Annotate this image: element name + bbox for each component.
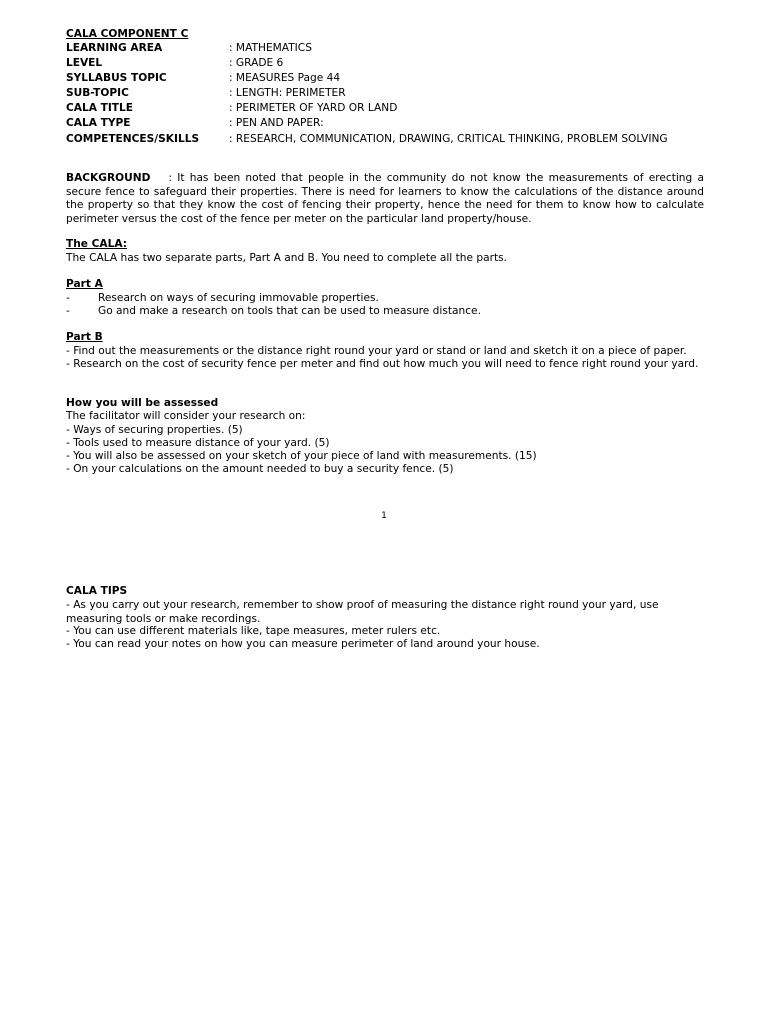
label-sub-topic: SUB-TOPIC (66, 87, 129, 99)
part-b-heading: Part B (66, 331, 103, 343)
part-b-item: - Research on the cost of security fence per meter and find out how much you will need to fence right round your yard. (66, 358, 699, 370)
value-competences: : RESEARCH, COMMUNICATION, DRAWING, CRITICAL THINKING, PROBLEM SOLVING (229, 133, 668, 145)
list-item: - Go and make a research on tools that can be used to measure distance. (66, 305, 481, 317)
assessment-intro: The facilitator will consider your research on: (66, 410, 306, 422)
page-number: 1 (381, 511, 387, 521)
part-a-heading: Part A (66, 278, 103, 290)
background-text: : It has been noted that people in the community do not know the measurements of erecting a secure fence to safeguard their properties. There is need for learners to know the calculations of the distance around the property so that they know the cost of fencing their property, hence the need for them to know how to calculate perimeter versus the cost of the fence per meter on the particular land property/house. (66, 172, 704, 225)
tips-item: - You can read your notes on how you can measure perimeter of land around your house. (66, 638, 540, 650)
label-learning-area: LEARNING AREA (66, 42, 163, 54)
value-learning-area: : MATHEMATICS (229, 42, 312, 54)
cala-text: The CALA has two separate parts, Part A and B. You need to complete all the parts. (66, 252, 507, 264)
label-level: LEVEL (66, 57, 103, 69)
assessment-item: - Tools used to measure distance of your yard. (5) (66, 437, 330, 449)
value-sub-topic: : LENGTH: PERIMETER (229, 87, 346, 99)
part-a-item: Go and make a research on tools that can be used to measure distance. (98, 305, 481, 317)
value-syllabus-topic: : MEASURES Page 44 (229, 72, 341, 84)
list-item: - Research on ways of securing immovable properties. (66, 292, 379, 304)
document-title: CALA COMPONENT C (66, 28, 189, 40)
value-cala-title: : PERIMETER OF YARD OR LAND (229, 102, 398, 114)
assessment-item: - You will also be assessed on your sketch of your piece of land with measurements. (15) (66, 450, 537, 462)
value-level: : GRADE 6 (229, 57, 284, 69)
assessment-item: - Ways of securing properties. (5) (66, 424, 243, 436)
cala-heading: The CALA: (66, 238, 127, 250)
part-b-item: - Find out the measurements or the distance right round your yard or stand or land and sketch it on a piece of paper. (66, 345, 687, 357)
background-label: BACKGROUND (66, 172, 151, 184)
value-cala-type: : PEN AND PAPER: (229, 117, 324, 129)
label-syllabus-topic: SYLLABUS TOPIC (66, 72, 167, 84)
tips-heading: CALA TIPS (66, 585, 128, 597)
background-paragraph (66, 172, 704, 226)
label-cala-type: CALA TYPE (66, 117, 131, 129)
label-competences: COMPETENCES/SKILLS (66, 133, 200, 145)
part-a-item: Research on ways of securing immovable properties. (98, 292, 379, 304)
assessment-item: - On your calculations on the amount needed to buy a security fence. (5) (66, 463, 454, 475)
label-cala-title: CALA TITLE (66, 102, 133, 114)
assessment-heading: How you will be assessed (66, 397, 219, 409)
tips-item: - You can use different materials like, tape measures, meter rulers etc. (66, 625, 441, 637)
tips-item: - As you carry out your research, remember to show proof of measuring the distance right round your yard, use measuring tools or make recordings. (66, 599, 659, 625)
